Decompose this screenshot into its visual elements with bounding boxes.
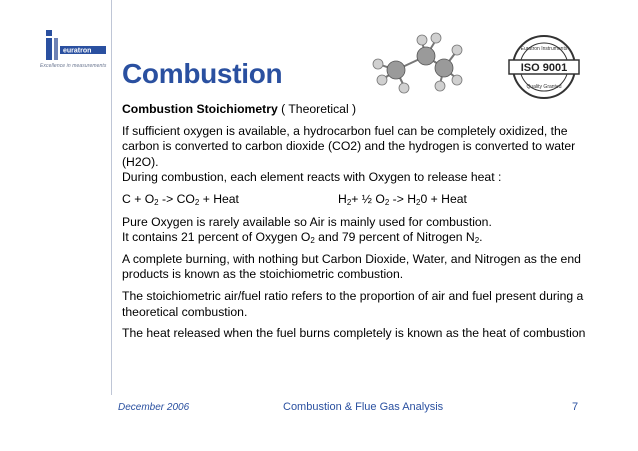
logo-tagline: Excellence in measurements — [40, 63, 107, 69]
slide-body — [122, 102, 592, 348]
propane-molecule-image — [356, 20, 466, 102]
svg-text:euratron: euratron — [63, 47, 92, 55]
vertical-divider — [111, 0, 112, 395]
paragraph-ratio: The stoichiometric air/fuel ratio refers to the proportion of air and fuel present during a theoretical combustion. — [122, 288, 584, 319]
paragraph-heat-text: During combustion, each element reacts with Oxygen to release heat : — [122, 170, 502, 185]
footer-title: Combustion & Flue Gas Analysis — [283, 401, 444, 413]
slide-footer — [0, 398, 638, 418]
equations-row — [122, 192, 592, 208]
euratron-logo — [44, 28, 108, 62]
paragraph-heat-of-combustion: The heat released when the fuel burns completely is known as the heat of combustion — [122, 326, 586, 341]
page-title: Combustion — [122, 58, 283, 89]
heading-suffix: ( Theoretical ) — [277, 102, 357, 116]
svg-text:Euratron Instruments: Euratron Instruments — [520, 46, 568, 52]
iso-9001-seal — [505, 34, 583, 100]
paragraph-oxidation — [122, 124, 592, 171]
paragraph-air: Pure Oxygen is rarely available so Air is mainly used for combustion. It contains 21 percent of Oxygen $O_2$ and 79 percent of Nitrogen $N_2$. — [122, 214, 492, 246]
svg-text:Quality Granted: Quality Granted — [526, 84, 562, 90]
paragraph-heat — [122, 170, 592, 186]
paragraph-stoichiometric: A complete burning, with nothing but Carbon Dioxide, Water, and Nitrogen as the end products is known as the stoichiometric combustion. — [122, 251, 581, 282]
section-heading — [122, 102, 592, 118]
heading-bold: Combustion Stoichiometry — [122, 102, 278, 116]
page-number: 7 — [572, 401, 579, 413]
footer-date: December 2006 — [118, 402, 190, 413]
hydrogen-equation: $H_2+$ ½ $O_2 -> H_20$ + Heat — [338, 191, 467, 207]
svg-text:ISO 9001: ISO 9001 — [520, 62, 568, 74]
carbon-equation: $C + O_2 -> CO_2$ + Heat — [122, 191, 239, 207]
paragraph-air-text: Pure Oxygen is rarely available so Air is mainly used for combustion. — [122, 214, 492, 229]
paragraph-oxidation-text: If sufficient oxygen is available, a hydrocarbon fuel can be completely oxidized, the carbon is converted to carbon dioxide (CO2) and the hydrogen is converted to water (H2O). — [122, 123, 576, 169]
